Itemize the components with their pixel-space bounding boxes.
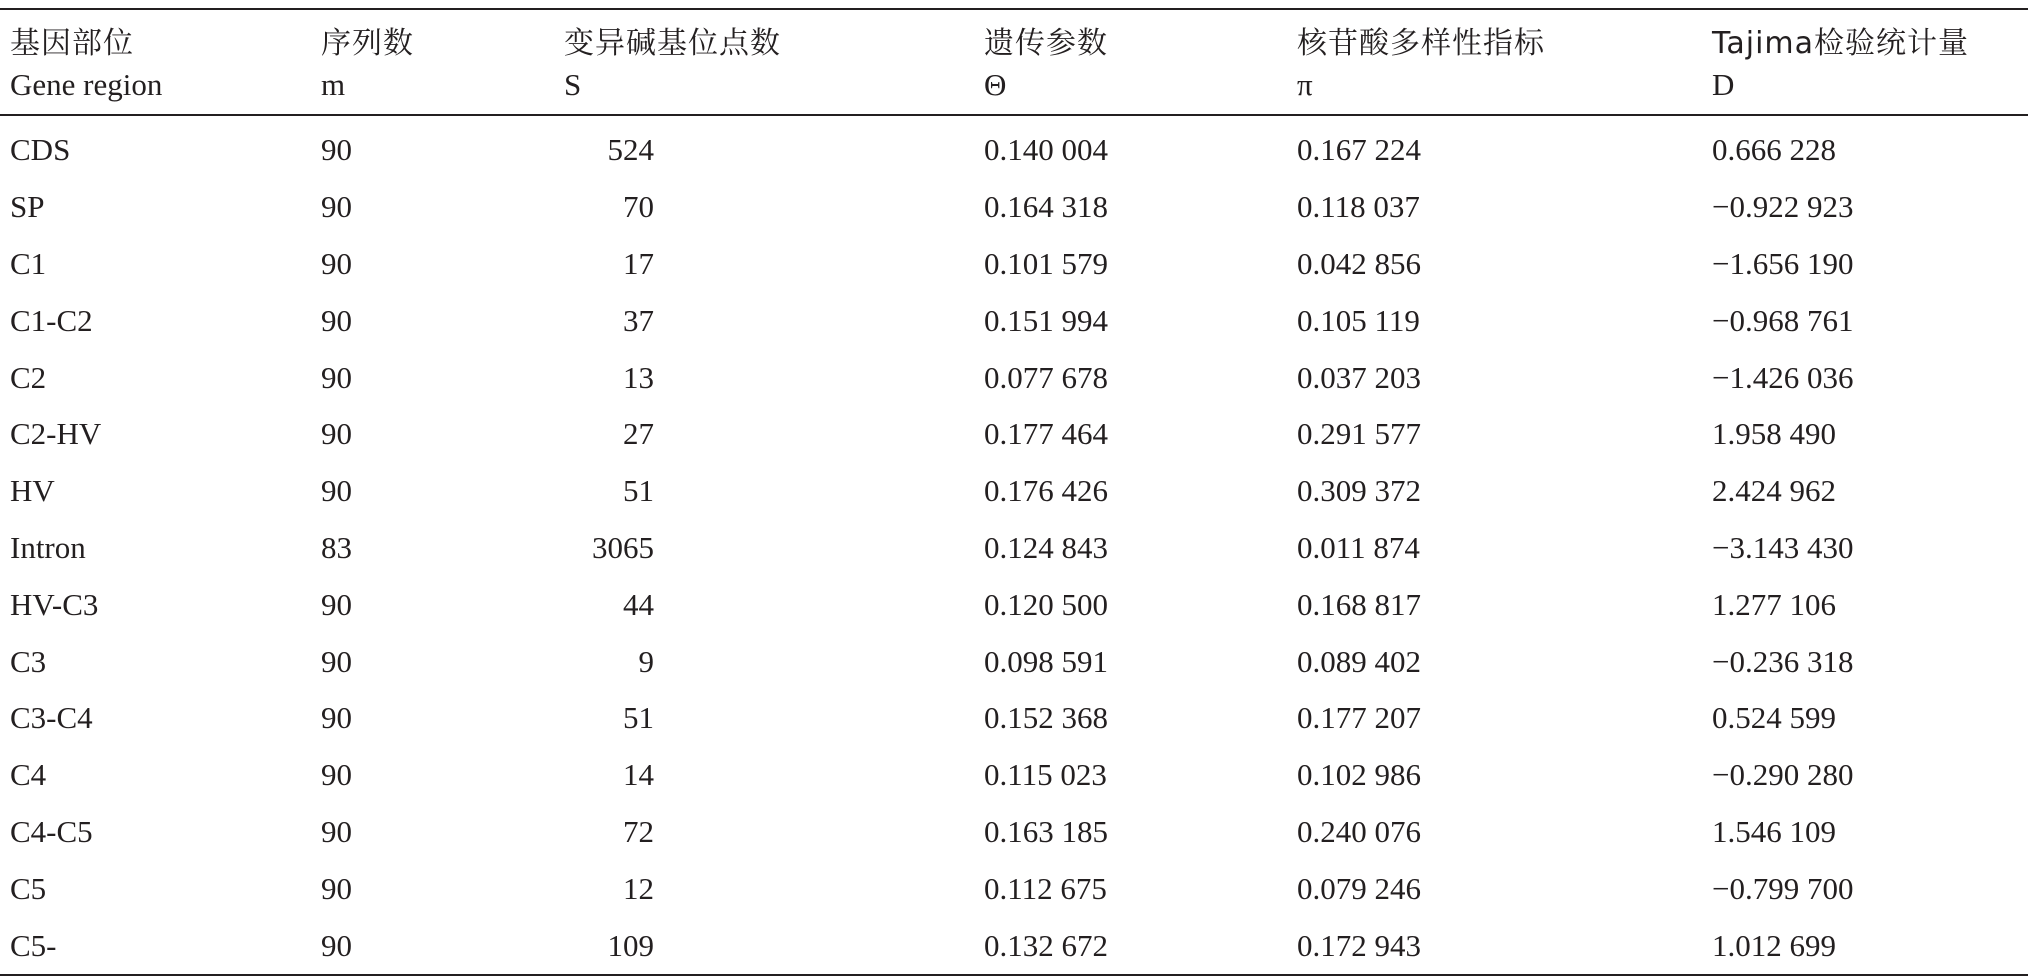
cell-sequence-count: 90: [321, 302, 352, 338]
variable-sites-value: 44: [623, 586, 654, 622]
cell-sequence-count: 90: [321, 643, 352, 679]
cell-variable-sites: [554, 463, 974, 520]
cell-gene-region: C5: [10, 870, 47, 906]
gene-region-statistics-table: [0, 8, 2028, 976]
cell-variable-sites: [554, 860, 974, 917]
cell-variable-sites: [554, 115, 974, 179]
cell-nucleotide-diversity: 0.011 874: [1297, 529, 1420, 565]
header-sequence-count-zh: 序列数: [311, 9, 554, 62]
cell-nucleotide-diversity: 0.105 119: [1297, 302, 1420, 338]
cell-sequence-count: 90: [321, 245, 352, 281]
cell-sequence-count: 90: [321, 757, 352, 793]
header-row-chinese: [0, 9, 2028, 62]
cell-variable-sites: [554, 690, 974, 747]
cell-gene-region: C3-C4: [10, 700, 93, 736]
cell-tajima-d: −3.143 430: [1712, 529, 1854, 565]
variable-sites-value: 3065: [592, 529, 654, 565]
variable-sites-value: 51: [623, 473, 654, 509]
cell-nucleotide-diversity: 0.042 856: [1297, 245, 1421, 281]
cell-tajima-d: −0.799 700: [1712, 870, 1854, 906]
cell-theta: 0.177 464: [984, 416, 1108, 452]
header-row-english: [0, 62, 2028, 115]
cell-nucleotide-diversity: 0.037 203: [1297, 359, 1421, 395]
cell-nucleotide-diversity: 0.167 224: [1297, 132, 1421, 168]
cell-nucleotide-diversity: 0.079 246: [1297, 870, 1421, 906]
cell-tajima-d: −0.968 761: [1712, 302, 1854, 338]
cell-tajima-d: −1.426 036: [1712, 359, 1854, 395]
cell-tajima-d: 1.958 490: [1712, 416, 1836, 452]
cell-gene-region: C2-HV: [10, 416, 102, 452]
cell-theta: 0.115 023: [984, 757, 1107, 793]
variable-sites-value: 13: [623, 359, 654, 395]
cell-theta: 0.164 318: [984, 189, 1108, 225]
cell-nucleotide-diversity: 0.102 986: [1297, 757, 1421, 793]
cell-gene-region: C5-: [0, 917, 311, 975]
cell-gene-region: C3: [10, 643, 47, 679]
variable-sites-value: 70: [623, 189, 654, 225]
cell-variable-sites: [554, 917, 974, 975]
cell-variable-sites: [554, 804, 974, 861]
table-row: [0, 917, 2028, 975]
cell-variable-sites: [554, 236, 974, 293]
header-tajima-d-en: D: [1702, 62, 2028, 115]
cell-variable-sites: [554, 292, 974, 349]
cell-sequence-count: 83: [321, 529, 352, 565]
cell-tajima-d: −0.236 318: [1712, 643, 1854, 679]
cell-tajima-d: −0.290 280: [1712, 757, 1854, 793]
header-sequence-count-en: m: [311, 62, 554, 115]
cell-sequence-count: 90: [321, 189, 352, 225]
cell-theta: 0.132 672: [974, 917, 1287, 975]
header-theta-zh: 遗传参数: [974, 9, 1287, 62]
cell-sequence-count: 90: [311, 917, 554, 975]
cell-theta: 0.098 591: [984, 643, 1108, 679]
cell-tajima-d: 1.546 109: [1712, 813, 1836, 849]
cell-theta: 0.176 426: [984, 473, 1108, 509]
cell-tajima-d: −0.922 923: [1712, 189, 1854, 225]
cell-nucleotide-diversity: 0.089 402: [1297, 643, 1421, 679]
header-tajima-d-zh: Tajima检验统计量: [1702, 9, 2028, 62]
variable-sites-value: 109: [607, 927, 654, 963]
cell-tajima-d: 0.524 599: [1712, 700, 1836, 736]
cell-gene-region: HV: [10, 473, 55, 509]
cell-sequence-count: 90: [321, 416, 352, 452]
variable-sites-value: 14: [623, 757, 654, 793]
cell-theta: 0.120 500: [984, 586, 1108, 622]
table-row: [0, 349, 2028, 406]
cell-nucleotide-diversity: 0.177 207: [1297, 700, 1421, 736]
cell-tajima-d: 2.424 962: [1712, 473, 1836, 509]
cell-gene-region: HV-C3: [10, 586, 99, 622]
cell-nucleotide-diversity: 0.118 037: [1297, 189, 1420, 225]
variable-sites-value: 524: [607, 132, 654, 168]
cell-variable-sites: [554, 576, 974, 633]
header-gene-region-en: Gene region: [0, 62, 311, 115]
cell-theta: 0.124 843: [984, 529, 1108, 565]
gene-region-statistics-table-container: [0, 8, 2028, 976]
variable-sites-value: 12: [623, 870, 654, 906]
cell-theta: 0.101 579: [984, 245, 1108, 281]
cell-theta: 0.152 368: [984, 700, 1108, 736]
cell-sequence-count: 90: [321, 359, 352, 395]
cell-nucleotide-diversity: 0.309 372: [1297, 473, 1421, 509]
cell-variable-sites: [554, 633, 974, 690]
cell-theta: 0.151 994: [984, 302, 1108, 338]
cell-gene-region: C4: [10, 757, 47, 793]
table-row: [0, 115, 2028, 179]
cell-theta: 0.163 185: [984, 813, 1108, 849]
cell-nucleotide-diversity: 0.291 577: [1297, 416, 1421, 452]
table-row: [0, 804, 2028, 861]
table-row: [0, 576, 2028, 633]
header-variable-sites-en: S: [554, 62, 974, 115]
cell-sequence-count: 90: [321, 700, 352, 736]
cell-tajima-d: 0.666 228: [1712, 132, 1836, 168]
variable-sites-value: 72: [623, 813, 654, 849]
cell-variable-sites: [554, 747, 974, 804]
cell-sequence-count: 90: [321, 473, 352, 509]
cell-sequence-count: 90: [321, 586, 352, 622]
cell-tajima-d: 1.012 699: [1702, 917, 2028, 975]
cell-theta: 0.140 004: [984, 132, 1108, 168]
table-row: [0, 747, 2028, 804]
cell-gene-region: C2: [10, 359, 47, 395]
header-variable-sites-zh: 变异碱基位点数: [554, 9, 974, 62]
table-row: [0, 860, 2028, 917]
cell-variable-sites: [554, 520, 974, 577]
table-row: [0, 236, 2028, 293]
cell-sequence-count: 90: [321, 813, 352, 849]
header-nucleotide-diversity-en: π: [1287, 62, 1702, 115]
variable-sites-value: 17: [623, 245, 654, 281]
cell-gene-region: C4-C5: [10, 813, 93, 849]
cell-gene-region: C1-C2: [10, 302, 93, 338]
cell-gene-region: CDS: [10, 132, 71, 168]
table-row: [0, 292, 2028, 349]
cell-variable-sites: [554, 349, 974, 406]
table-row: [0, 406, 2028, 463]
cell-gene-region: C1: [10, 245, 47, 281]
cell-gene-region: Intron: [10, 529, 86, 565]
cell-variable-sites: [554, 406, 974, 463]
cell-theta: 0.112 675: [984, 870, 1107, 906]
header-nucleotide-diversity-zh: 核苷酸多样性指标: [1287, 9, 1702, 62]
variable-sites-value: 51: [623, 700, 654, 736]
cell-tajima-d: 1.277 106: [1712, 586, 1836, 622]
table-row: [0, 690, 2028, 747]
cell-theta: 0.077 678: [984, 359, 1108, 395]
table-body: [0, 115, 2028, 975]
variable-sites-value: 27: [623, 416, 654, 452]
variable-sites-value: 9: [638, 643, 654, 679]
cell-sequence-count: 90: [321, 132, 352, 168]
cell-tajima-d: −1.656 190: [1712, 245, 1854, 281]
table-row: [0, 520, 2028, 577]
cell-nucleotide-diversity: 0.172 943: [1287, 917, 1702, 975]
cell-gene-region: SP: [10, 189, 45, 225]
cell-nucleotide-diversity: 0.168 817: [1297, 586, 1421, 622]
table-row: [0, 179, 2028, 236]
header-gene-region-zh: 基因部位: [0, 9, 311, 62]
cell-nucleotide-diversity: 0.240 076: [1297, 813, 1421, 849]
cell-sequence-count: 90: [321, 870, 352, 906]
table-row: [0, 633, 2028, 690]
table-row: [0, 463, 2028, 520]
header-theta-en: Θ: [974, 62, 1287, 115]
cell-variable-sites: [554, 179, 974, 236]
variable-sites-value: 37: [623, 302, 654, 338]
